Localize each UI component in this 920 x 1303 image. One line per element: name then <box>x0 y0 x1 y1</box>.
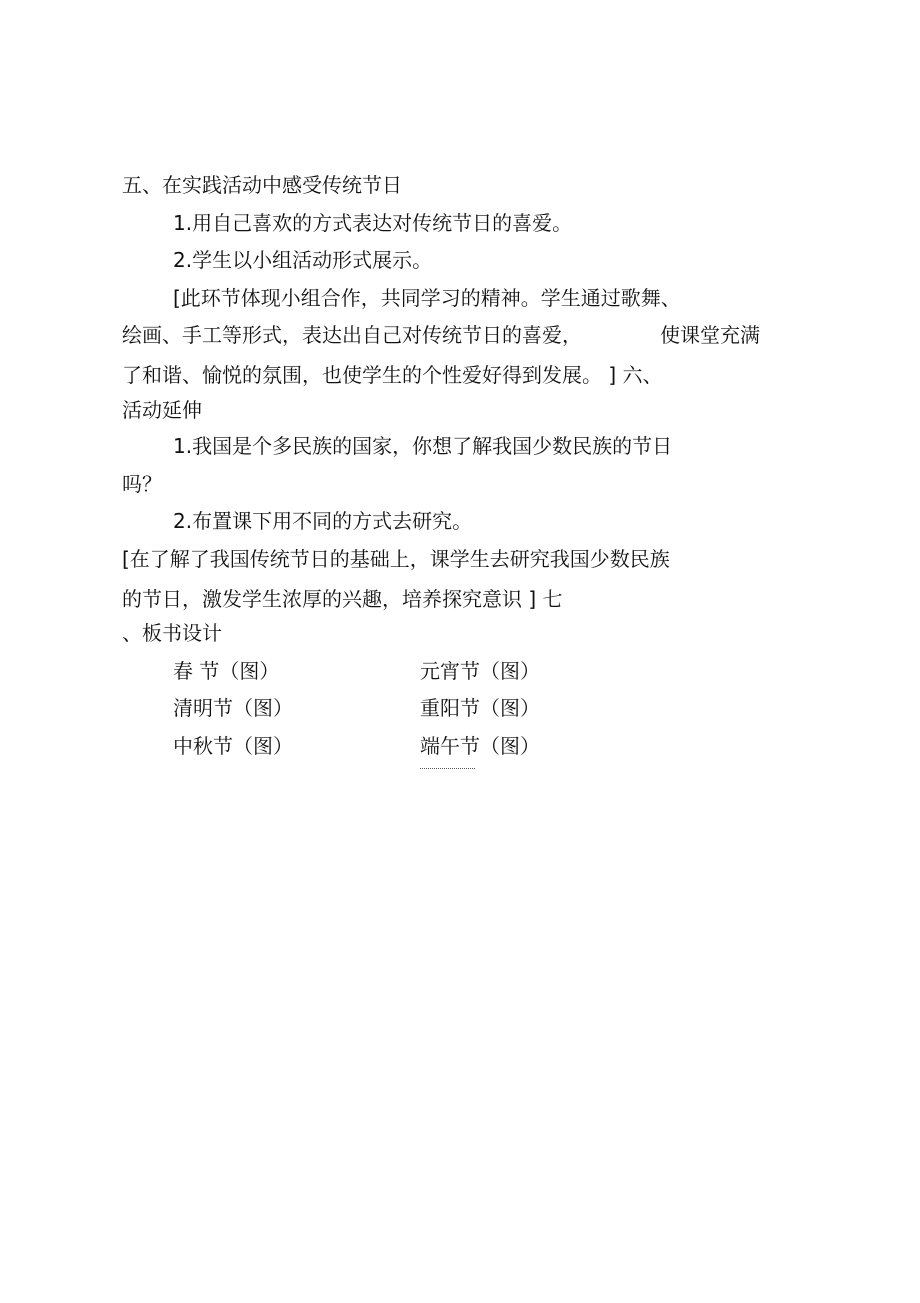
section-6-heading: 活动延伸 <box>122 398 202 422</box>
board-left-2: 清明节（图） <box>173 696 293 720</box>
section-5-item-2: 2.学生以小组活动形式展示。 <box>173 248 433 272</box>
dotted-divider <box>420 768 475 769</box>
section-6-item-1-line-2: 吗？ <box>122 472 162 496</box>
board-left-1: 春 节（图） <box>173 659 280 683</box>
section-6-item-1-line-1: 1.我国是个多民族的国家，你想了解我国少数民族的节日 <box>173 434 673 458</box>
section-5-item-1: 1.用自己喜欢的方式表达对传统节日的喜爱。 <box>173 211 573 235</box>
section-5-heading: 五、在实践活动中感受传统节日 <box>122 173 402 197</box>
section-7-heading: 、板书设计 <box>122 621 222 645</box>
board-left-3: 中秋节（图） <box>173 734 293 758</box>
board-right-3: 端午节（图） <box>420 734 540 758</box>
section-5-note-line-2 <box>122 322 760 348</box>
section-5-note-line-2-part-b: 使课堂充满 <box>660 323 760 347</box>
section-5-note-line-2-part-a: 绘画、手工等形式，表达出自己对传统节日的喜爱， <box>122 323 582 347</box>
board-right-1: 元宵节（图） <box>420 659 540 683</box>
section-6-item-2: 2.布置课下用不同的方式去研究。 <box>173 509 473 533</box>
section-5-note-line-1: [此环节体现小组合作，共同学习的精神。学生通过歌舞、 <box>173 286 681 310</box>
section-6-note-line-1: [在了解了我国传统节日的基础上，课学生去研究我国少数民族 <box>122 547 670 571</box>
section-5-note-line-3: 了和谐、愉悦的氛围，也使学生的个性爱好得到发展。 ] 六、 <box>122 363 663 387</box>
board-right-2: 重阳节（图） <box>420 696 540 720</box>
section-6-note-line-2: 的节日，激发学生浓厚的兴趣，培养探究意识 ] 七 <box>122 587 563 611</box>
